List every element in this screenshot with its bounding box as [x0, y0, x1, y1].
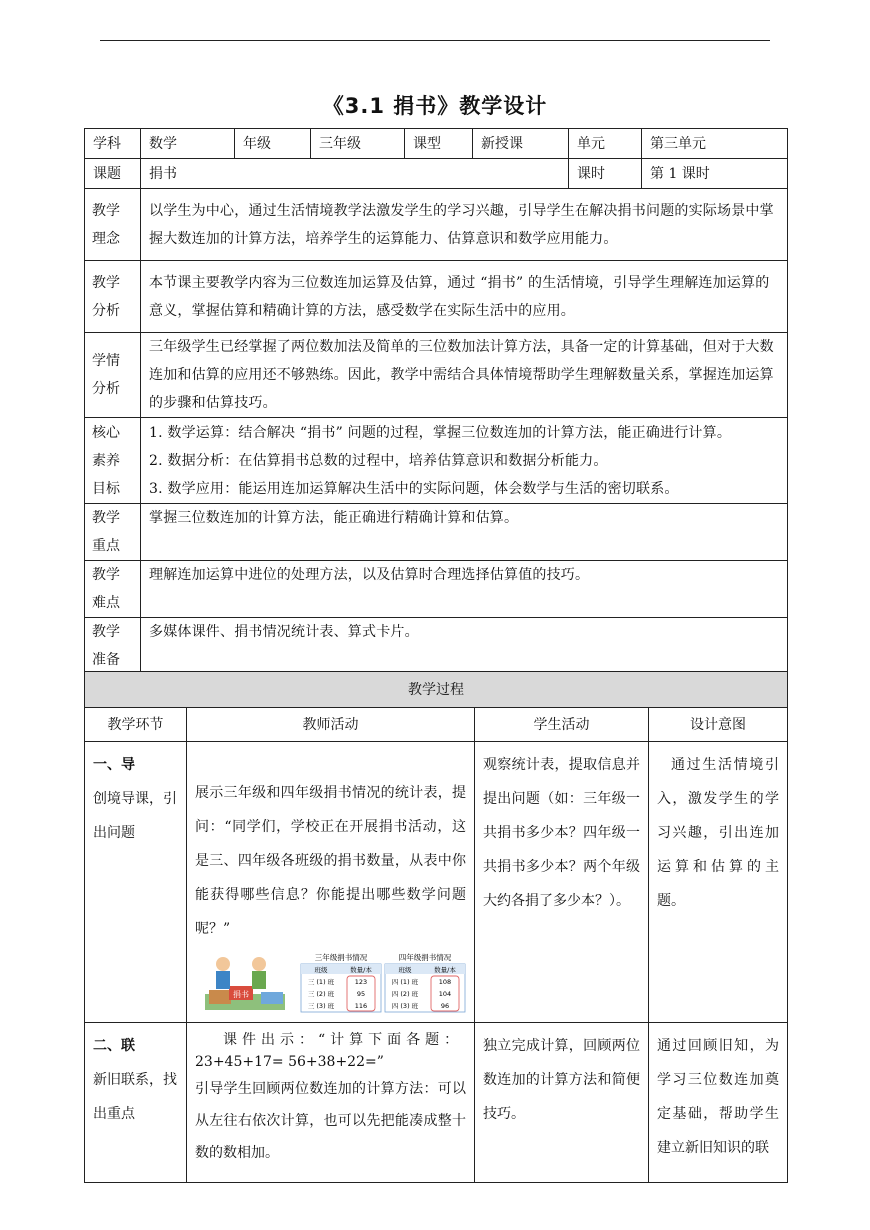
stage-cell [85, 742, 187, 1023]
table-cell: 123 [354, 978, 368, 986]
period-value: 第 1 课时 [642, 159, 788, 189]
page-title: 《3.1 捐书》教学设计 [322, 94, 548, 118]
donation-statistics-image [199, 950, 467, 1016]
grade-label: 年级 [235, 129, 311, 159]
design-intent: 通过回顾旧知，为学习三位数连加奠定基础，帮助学生建立新旧知识的联 [649, 1023, 788, 1183]
student-activity: 观察统计表，提取信息并提出问题（如：三年级一共捐书多少本？四年级一共捐书多少本？两个年级大约各捐了多少本？）。 [475, 742, 649, 1023]
book-stack [261, 992, 283, 1004]
table-header: 数量/本 [434, 966, 456, 974]
section-text: 多媒体课件、捐书情况统计表、算式卡片。 [141, 618, 788, 675]
section-label: 教学 分析 [85, 261, 141, 333]
column-header: 教师活动 [187, 708, 475, 742]
subject-value: 数学 [141, 129, 235, 159]
teacher-text: 23+45+17= 56+38+22=” [195, 1054, 384, 1070]
process-column-headers [85, 708, 788, 742]
header-rule [100, 40, 770, 41]
section-row-difficulties [85, 561, 788, 618]
section-row-key-points [85, 504, 788, 561]
topic-label: 课题 [85, 159, 141, 189]
stage-title: 二、联 [93, 1038, 135, 1054]
child-body [216, 971, 230, 989]
section-label: 教学 重点 [85, 504, 141, 561]
table-cell: 三 (3) 班 [307, 1002, 335, 1010]
stage-title: 一、导 [93, 757, 135, 773]
section-row-analysis [85, 261, 788, 333]
section-row-preparation [85, 618, 788, 675]
section-label: 核心 素养 目标 [85, 418, 141, 504]
stage-cell [85, 1023, 187, 1183]
column-header: 教学环节 [85, 708, 187, 742]
table-cell: 116 [354, 1002, 368, 1010]
section-text: 以学生为中心，通过生活情境教学法激发学生的学习兴趣，引导学生在解决捐书问题的实际场景中掌握大数连加的计算方法，培养学生的运算能力、估算意识和数学应用能力。 [141, 189, 788, 261]
table-cell: 四 (3) 班 [391, 1002, 419, 1010]
table-cell: 95 [356, 990, 366, 998]
design-intent: 通过生活情境引入，激发学生的学习兴趣，引出连加运算和估算的主题。 [649, 742, 788, 1023]
section-text: 理解连加运算中进位的处理方法，以及估算时合理选择估算值的技巧。 [141, 561, 788, 618]
grade-value: 三年级 [311, 129, 405, 159]
section-row-philosophy [85, 189, 788, 261]
children-illustration [205, 957, 285, 1010]
child-body [252, 971, 266, 989]
table-title: 四年级捐书情况 [398, 953, 452, 962]
table-header: 数量/本 [350, 966, 372, 974]
goal-item: 2. 数据分析：在估算捐书总数的过程中，培养估算意识和数据分析能力。 [149, 452, 608, 469]
stage-row [85, 1023, 788, 1183]
goal-item: 3. 数学应用：能运用连加运算解决生活中的实际问题，体会数学与生活的密切联系。 [149, 480, 679, 497]
student-activity: 独立完成计算，回顾两位数连加的计算方法和简便技巧。 [475, 1023, 649, 1183]
teacher-text: 课件出示：“计算下面各题： [223, 1032, 464, 1048]
book-stack [209, 990, 231, 1004]
column-header: 设计意图 [649, 708, 788, 742]
unit-label: 单元 [569, 129, 642, 159]
type-value: 新授课 [473, 129, 569, 159]
section-label: 教学 准备 [85, 618, 141, 675]
section-label: 教学 理念 [85, 189, 141, 261]
table-cell: 四 (1) 班 [391, 978, 419, 986]
table-cell: 108 [438, 978, 452, 986]
info-row-2 [85, 159, 788, 189]
section-row-goals [85, 418, 788, 504]
stage-subtitle: 创境导课，引出问题 [93, 791, 177, 841]
unit-value: 第三单元 [642, 129, 788, 159]
goal-list [141, 418, 788, 504]
table-header: 班级 [398, 966, 412, 974]
teacher-activity [187, 742, 475, 1023]
section-text: 掌握三位数连加的计算方法，能正确进行精确计算和估算。 [141, 504, 788, 561]
table-cell: 104 [438, 990, 452, 998]
goal-item: 1. 数学运算：结合解决 “捐书” 问题的过程，掌握三位数连加的计算方法，能正确进行计算。 [149, 424, 732, 441]
teacher-activity [187, 1023, 475, 1183]
process-heading: 教学过程 [85, 672, 788, 708]
topic-value: 捐书 [141, 159, 569, 189]
table-cell: 四 (2) 班 [391, 990, 419, 998]
grade4-table [385, 952, 465, 1012]
subject-label: 学科 [85, 129, 141, 159]
info-row-1 [85, 129, 788, 159]
table-cell: 96 [440, 1002, 450, 1010]
table-cell: 三 (2) 班 [307, 990, 335, 998]
table-title: 三年级捐书情况 [314, 953, 368, 962]
lesson-info-table [84, 128, 788, 675]
process-heading-row [85, 672, 788, 708]
grade3-table [301, 952, 381, 1012]
child-head [216, 957, 230, 971]
teacher-text: 引导学生回顾两位数连加的计算方法：可以从左往右依次计算，也可以先把能凑成整十数的数相加。 [195, 1081, 466, 1161]
table-cell: 三 (1) 班 [307, 978, 335, 986]
section-label: 学情 分析 [85, 333, 141, 418]
teacher-text: 展示三年级和四年级捐书情况的统计表，提问：“同学们，学校正在开展捐书活动，这是三、四年级各班级的捐书数量，从表中你能获得哪些信息？你能提出哪些数学问题呢？” [195, 785, 466, 937]
section-row-learners [85, 333, 788, 418]
section-text: 三年级学生已经掌握了两位数加法及简单的三位数加法计算方法，具备一定的计算基础，但对于大数连加和估算的应用还不够熟练。因此，教学中需结合具体情境帮助学生理解数量关系，掌握连加运算的步骤和估算技巧。 [141, 333, 788, 418]
child-head [252, 957, 266, 971]
period-label: 课时 [569, 159, 642, 189]
banner-text: 捐书 [233, 990, 249, 999]
stage-row [85, 742, 788, 1023]
type-label: 课型 [405, 129, 473, 159]
section-text: 本节课主要教学内容为三位数连加运算及估算，通过 “捐书” 的生活情境，引导学生理解连加运算的意义，掌握估算和精确计算的方法，感受数学在实际生活中的应用。 [141, 261, 788, 333]
column-header: 学生活动 [475, 708, 649, 742]
table-header: 班级 [314, 966, 328, 974]
stage-subtitle: 新旧联系，找出重点 [93, 1072, 177, 1122]
process-table [84, 671, 788, 1183]
section-label: 教学 难点 [85, 561, 141, 618]
